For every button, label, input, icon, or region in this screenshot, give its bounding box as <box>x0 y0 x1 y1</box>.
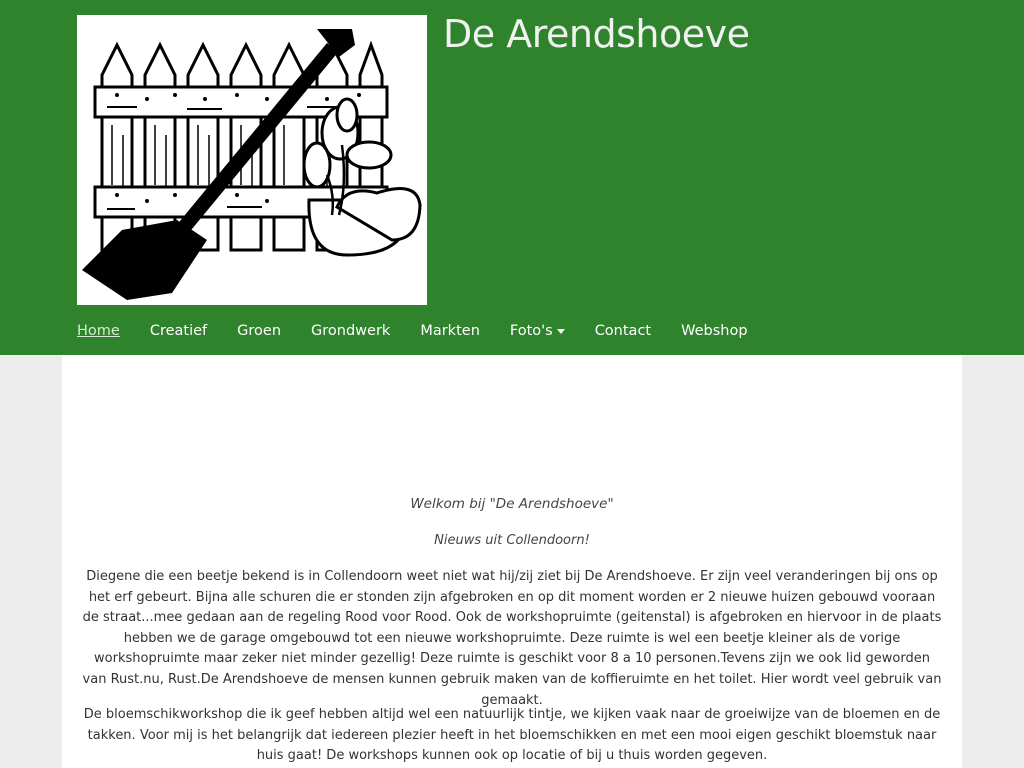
workshop-paragraph: De bloemschikworkshop die ik geef hebben altijd wel een natuurlijk tintje, we kijken vaak naar de groeiwijze van de bloemen en de takken. Voor mij is het belangrijk dat iedereen plezier heeft in het bloemschikken en met een mooi eigen geschikt bloemstuk naar huis gaat! De workshops kunnen ook op locatie of bij u thuis worden gegeven. <box>83 707 941 764</box>
caret-down-icon <box>557 329 565 334</box>
intro-paragraph: Diegene die een beetje bekend is in Collendoorn weet niet wat hij/zij ziet bij De Arendshoeve. Er zijn veel veranderingen bij ons op het erf gebeurt. Bijna alle schuren die er stonden zijn afgebroken en op dit moment worden er 2 nieuwe huizen gebouwd vooraan de straat...mee gedaan aan de regeling Rood voor Rood. Ook de workshopruimte (geitenstal) is afgebroken en hiervoor in de plaats hebben we de garage omgebouwd tot een nieuwe workshopruimte. Deze ruimte is wel een beetje kleiner als de vorige workshopruimte maar zeker niet minder gezellig! Deze ruimte is geschikt voor 8 a 10 personen.Tevens zijn we ook lid geworden van Rust.nu, Rust.De Arendshoeve de mensen kunnen gebruik maken van de koffieruimte en het toilet. Hier wordt veel gebruik van gemaakt. <box>82 569 942 708</box>
nav-item-creatief[interactable]: Creatief <box>149 323 208 339</box>
nav-item-contact[interactable]: Contact <box>594 323 652 339</box>
site-title[interactable]: De Arendshoeve <box>443 12 750 56</box>
nav-item-markten[interactable]: Markten <box>420 323 480 339</box>
nav-item-fotos-label: Foto's <box>509 323 553 339</box>
nav-item-fotos[interactable] <box>510 319 565 343</box>
nav-item-webshop[interactable]: Webshop <box>681 323 748 339</box>
news-heading: Nieuws uit Collendoorn! <box>434 533 590 548</box>
nav-item-groen[interactable]: Groen <box>237 323 282 339</box>
site-logo[interactable] <box>77 15 427 305</box>
nav-item-home[interactable]: Home <box>77 323 120 339</box>
welcome-heading: Welkom bij "De Arendshoeve" <box>410 496 614 512</box>
main-navigation <box>77 319 778 343</box>
fence-spade-flowers-logo-icon <box>77 15 427 305</box>
site-header <box>0 0 1024 355</box>
nav-item-grondwerk[interactable]: Grondwerk <box>311 323 391 339</box>
main-content <box>62 355 962 768</box>
